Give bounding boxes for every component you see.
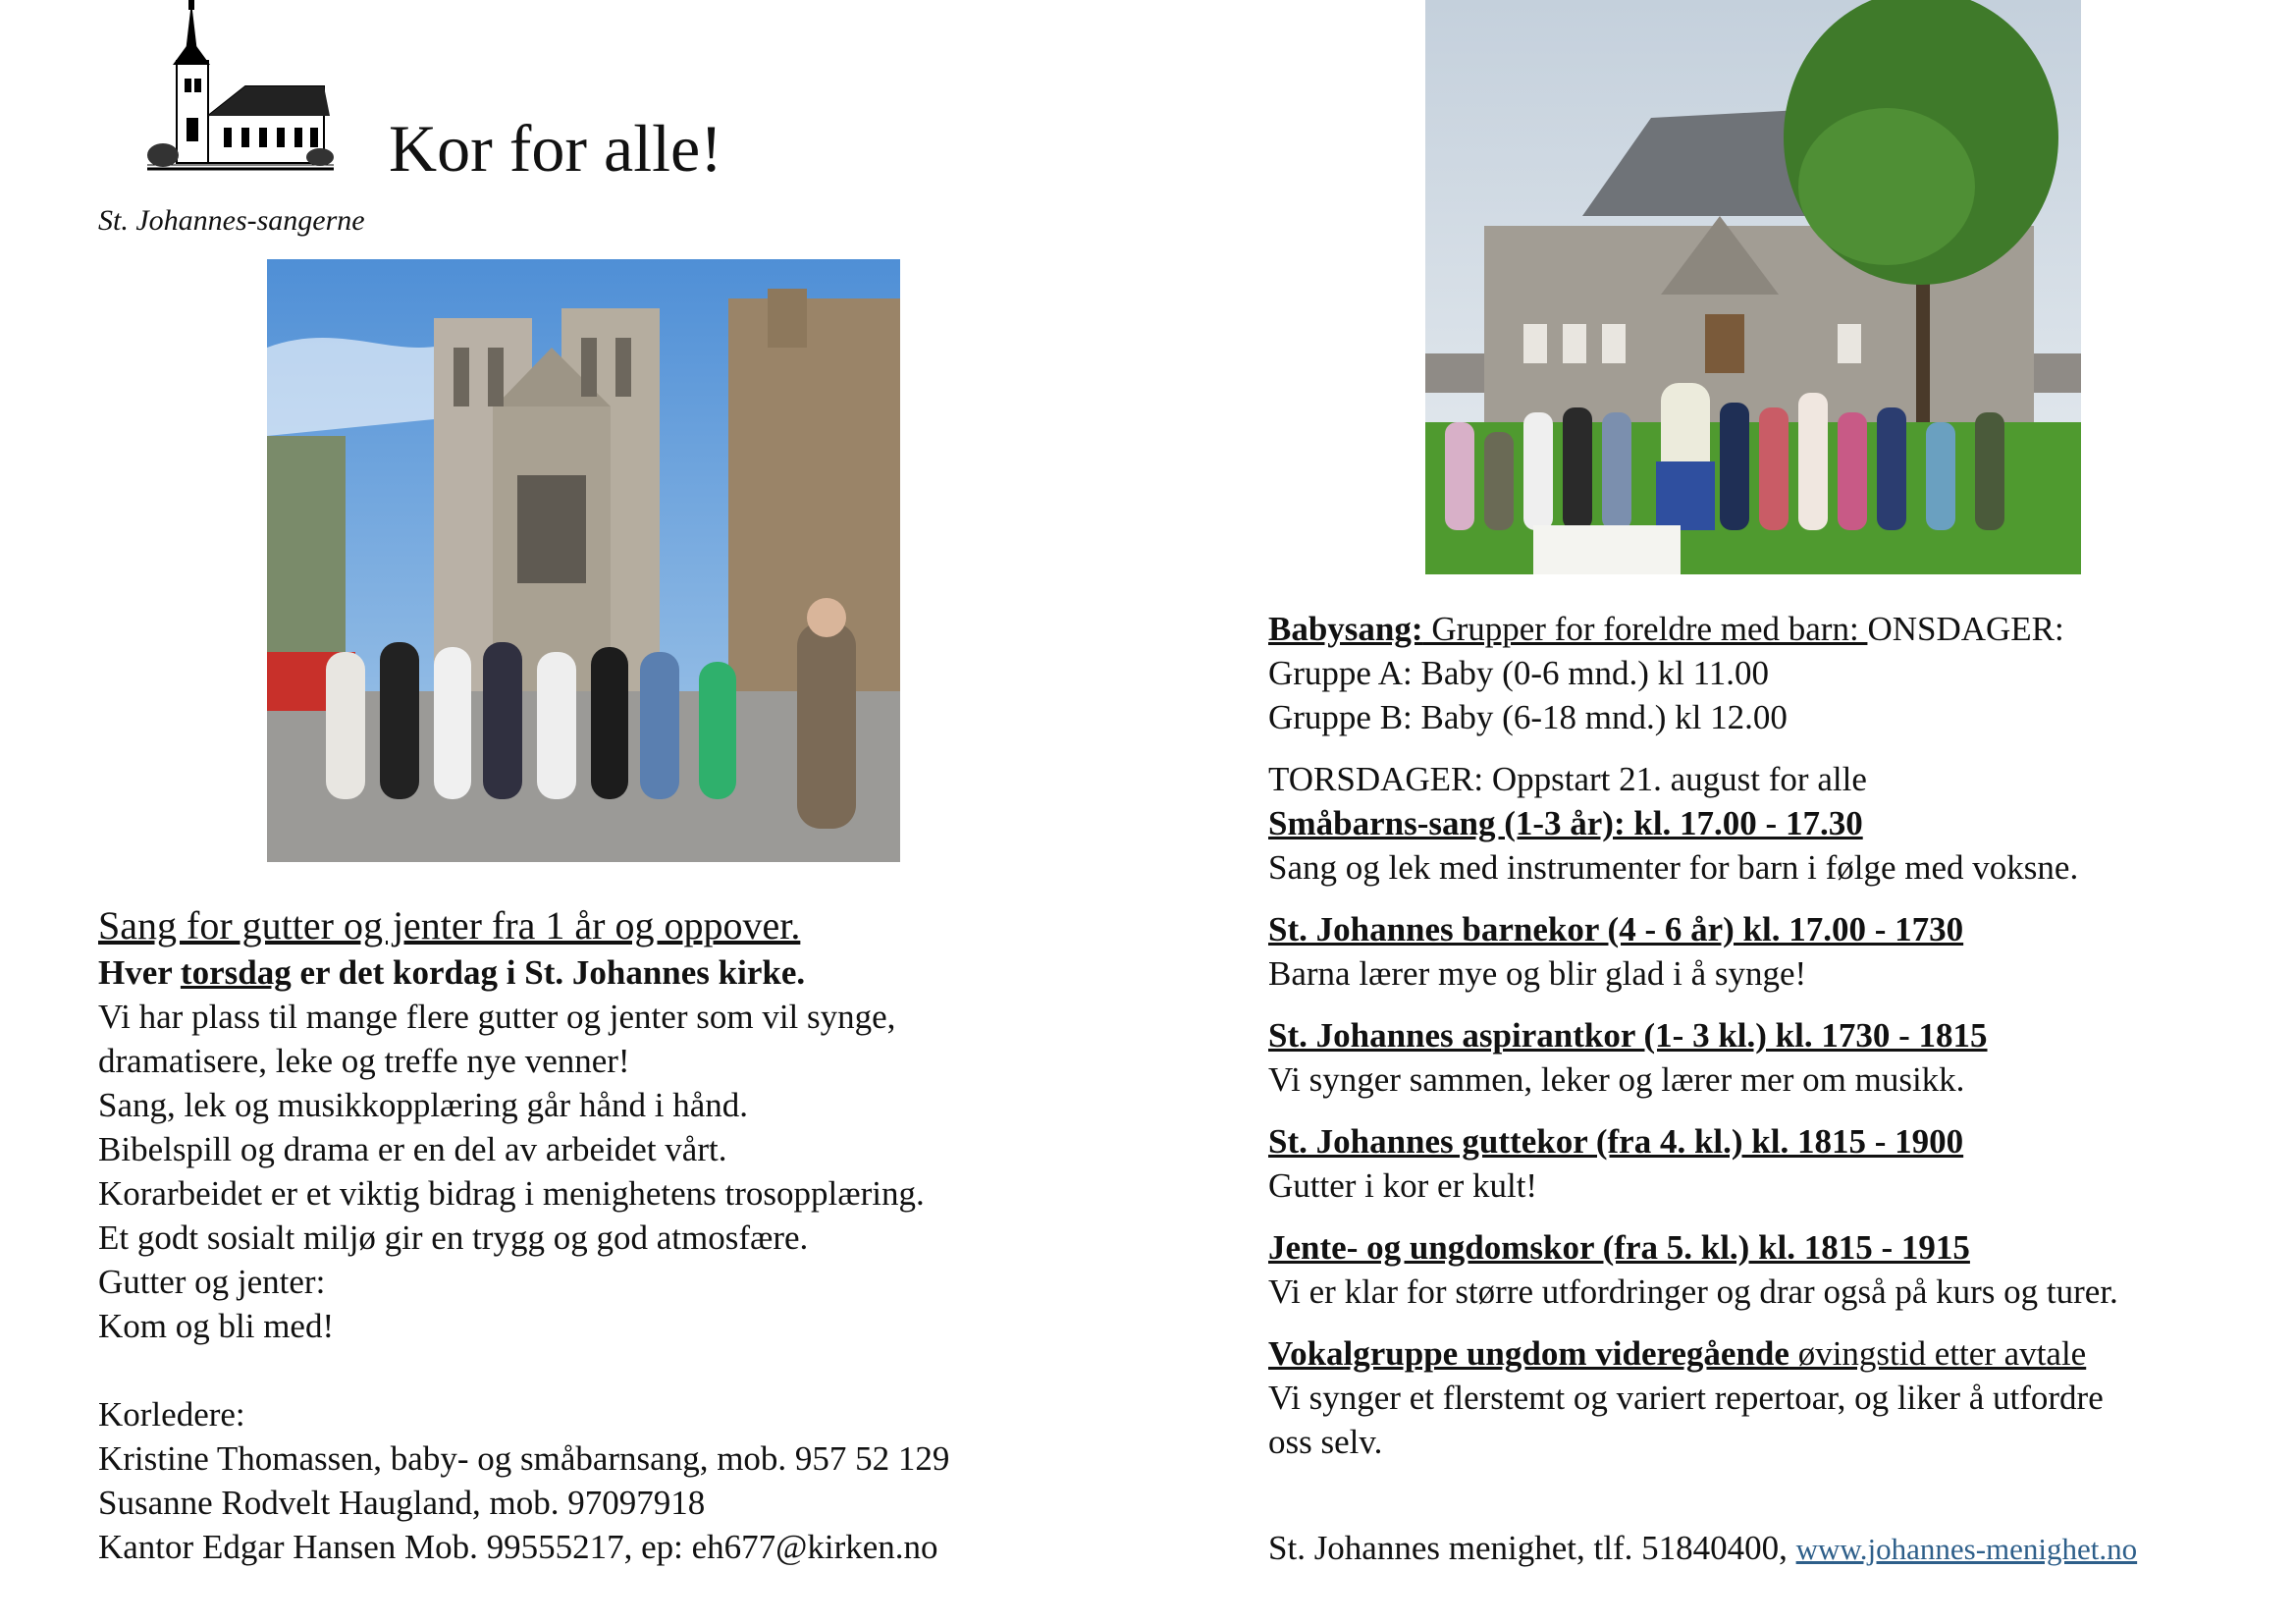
leaders-heading: Korledere: [98, 1395, 245, 1434]
group-desc: Barna lærer mye og blir glad i å synge! [1268, 954, 1807, 993]
thursdays-line: TORSDAGER: Oppstart 21. august for alle [1268, 760, 1867, 798]
thursday-word: torsdag [180, 953, 292, 992]
body-line: Korarbeidet er et viktig bidrag i menighetens trosopplæring. [98, 1174, 925, 1213]
church-choir-image-icon [1425, 0, 2081, 574]
group-heading: Småbarns-sang (1-3 år): kl. 17.00 - 17.30 [1268, 804, 1863, 842]
body-line: Et godt sosialt miljø gir en trygg og god atmosfære. [98, 1218, 809, 1257]
group-heading: St. Johannes guttekor (fra 4. kl.) kl. 1815 - 1900 [1268, 1122, 1964, 1161]
vocal-desc: Vi synger et flerstemt og variert repertoar, og liker å utfordre [1268, 1379, 2104, 1417]
body-line: Kom og bli med! [98, 1307, 335, 1345]
right-text-block [1268, 607, 2279, 1571]
choir-cathedral-photo [267, 259, 900, 862]
logo-caption: St. Johannes-sangerne [98, 204, 365, 237]
lead-heading: Sang for gutter og jenter fra 1 år og oppover. [98, 903, 801, 947]
website-link[interactable]: www.johannes-menighet.no [1795, 1532, 2138, 1566]
baby-group-a: Gruppe A: Baby (0-6 mnd.) kl 11.00 [1268, 654, 1770, 692]
page-title: Kor for alle! [389, 111, 722, 186]
body-line: Sang, lek og musikkopplæring går hånd i hånd. [98, 1086, 749, 1124]
leader-line: Kristine Thomassen, baby- og småbarnsang, mob. 957 52 129 [98, 1439, 950, 1478]
group-desc: Vi synger sammen, leker og lærer mer om musikk. [1268, 1060, 1965, 1099]
baby-group-b: Gruppe B: Baby (6-18 mnd.) kl 12.00 [1268, 698, 1788, 736]
cathedral-image-icon [267, 259, 900, 862]
body-line: Bibelspill og drama er en del av arbeidet vårt. [98, 1130, 727, 1168]
group-heading: Jente- og ungdomskor (fra 5. kl.) kl. 1815 - 1915 [1268, 1228, 1970, 1267]
church-logo-icon [147, 0, 334, 175]
vocal-line: Vokalgruppe ungdom videregående øvingstid etter avtale [1268, 1334, 2087, 1373]
children-choir-photo [1425, 0, 2081, 574]
left-text-block [98, 901, 1109, 1569]
body-line: Vi har plass til mange flere gutter og jenter som vil synge, [98, 998, 896, 1036]
contact-line: St. Johannes menighet, tlf. 51840400, www.johannes-menighet.no [1268, 1529, 2138, 1567]
babysang-subheading: Grupper for foreldre med barn: [1422, 610, 1868, 648]
babysang-heading: Babysang: [1268, 610, 1423, 648]
body-line: dramatisere, leke og treffe nye venner! [98, 1042, 630, 1080]
vocal-desc: oss selv. [1268, 1423, 1383, 1461]
leader-line: Susanne Rodvelt Haugland, mob. 97097918 [98, 1484, 706, 1522]
babysang-line: Babysang: Grupper for foreldre med barn: ONSDAGER: [1268, 610, 2064, 648]
group-desc: Vi er klar for større utfordringer og drar også på kurs og turer. [1268, 1272, 2118, 1311]
group-desc: Sang og lek med instrumenter for barn i følge med voksne. [1268, 848, 2079, 887]
vocal-heading: Vokalgruppe ungdom videregående [1268, 1334, 1789, 1373]
body-line: Gutter og jenter: [98, 1263, 326, 1301]
group-heading: St. Johannes barnekor (4 - 6 år) kl. 17.00 - 1730 [1268, 910, 1964, 948]
group-heading: St. Johannes aspirantkor (1- 3 kl.) kl. 1730 - 1815 [1268, 1016, 1988, 1055]
leader-line: Kantor Edgar Hansen Mob. 99555217, ep: eh677@kirken.no [98, 1528, 938, 1566]
thursday-line: Hver torsdag er det kordag i St. Johannes kirke. [98, 953, 806, 992]
group-desc: Gutter i kor er kult! [1268, 1166, 1538, 1205]
